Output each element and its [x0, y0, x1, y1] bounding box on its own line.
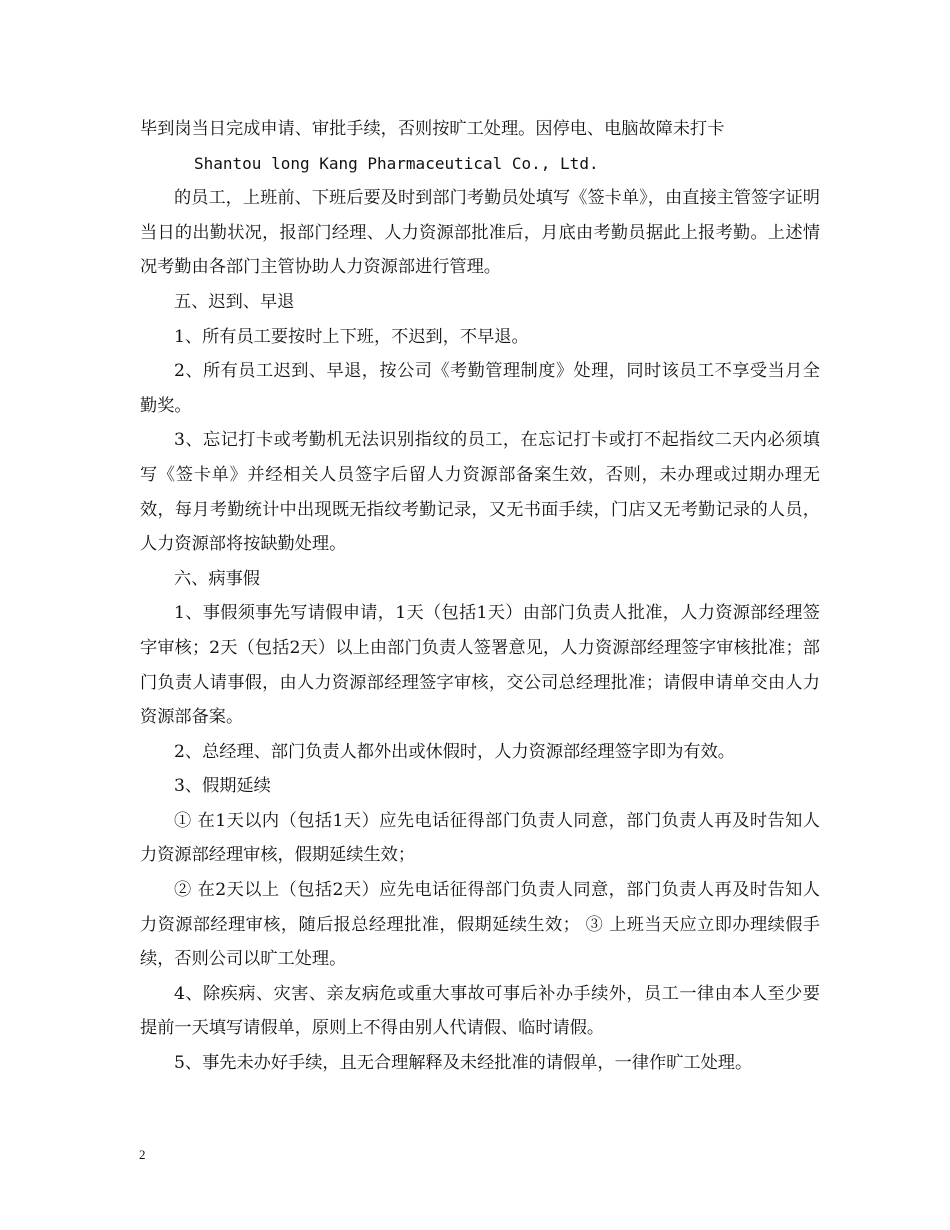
paragraph-leave-3-heading: 3、假期延续	[174, 776, 271, 797]
paragraph-leave-1: 1、事假须事先写请假申请，1天（包括1天）由部门负责人批准，人力资源部经理签字审核；2天（包括2天）以上由部门负责人签署意见，人力资源部经理签字审核批准；部门负责人请事假，由人力资源部经理签字审核，交公司总经理批准；请假申请单交由人力资源部备案。	[140, 603, 820, 728]
paragraph-leave-5: 5、事先未办好手续，且无合理解释及未经批准的请假单，一律作旷工处理。	[174, 1053, 753, 1074]
paragraph-leave-4: 4、除疾病、灾害、亲友病危或重大事故可事后补办手续外，员工一律由本人至少要提前一天填写请假单，原则上不得由别人代请假、临时请假。	[140, 983, 820, 1039]
paragraph-rule-3: 3、忘记打卡或考勤机无法识别指纹的员工，在忘记打卡或打不起指纹二天内必须填写《签卡单》并经相关人员签字后留人力资源部备案生效，否则，未办理或过期办理无效，每月考勤统计中出现既无指纹考勤记录，又无书面手续，门店又无考勤记录的人员，人力资源部将按缺勤处理。	[140, 430, 820, 555]
paragraph-extension-a: ① 在1天以内（包括1天）应先电话征得部门负责人同意，部门负责人再及时告知人力资源部经理审核，假期延续生效；	[140, 810, 820, 866]
section-heading-leave: 六、病事假	[174, 568, 260, 589]
document-body	[140, 112, 820, 1081]
paragraph-rule-1: 1、所有员工要按时上下班，不迟到，不早退。	[174, 326, 529, 347]
paragraph-continuation: 毕到岗当日完成申请、审批手续，否则按旷工处理。因停电、电脑故障未打卡	[140, 119, 725, 139]
page-number: 2	[139, 1147, 146, 1162]
paragraph-extension-b: ② 在2天以上（包括2天）应先电话征得部门负责人同意，部门负责人再及时告知人力资源部经理审核，随后报总经理批准，假期延续生效； ③ 上班当天应立即办理续假手续，否则公司以旷工处理。	[140, 880, 820, 970]
company-name-line: Shantou long Kang Pharmaceutical Co., Ltd.	[194, 153, 599, 173]
section-heading-late-early: 五、迟到、早退	[174, 291, 295, 312]
paragraph-rule-2: 2、所有员工迟到、早退，按公司《考勤管理制度》处理，同时该员工不享受当月全勤奖。	[140, 361, 820, 416]
paragraph-leave-2: 2、总经理、部门负责人都外出或休假时，人力资源部经理签字即为有效。	[174, 741, 735, 762]
paragraph-sign-card: 的员工，上班前、下班后要及时到部门考勤员处填写《签卡单》，由直接主管签字证明当日的出勤状况，报部门经理、人力资源部批准后，月底由考勤员据此上报考勤。上述情况考勤由各部门主管协助人力资源部进行管理。	[140, 188, 820, 278]
